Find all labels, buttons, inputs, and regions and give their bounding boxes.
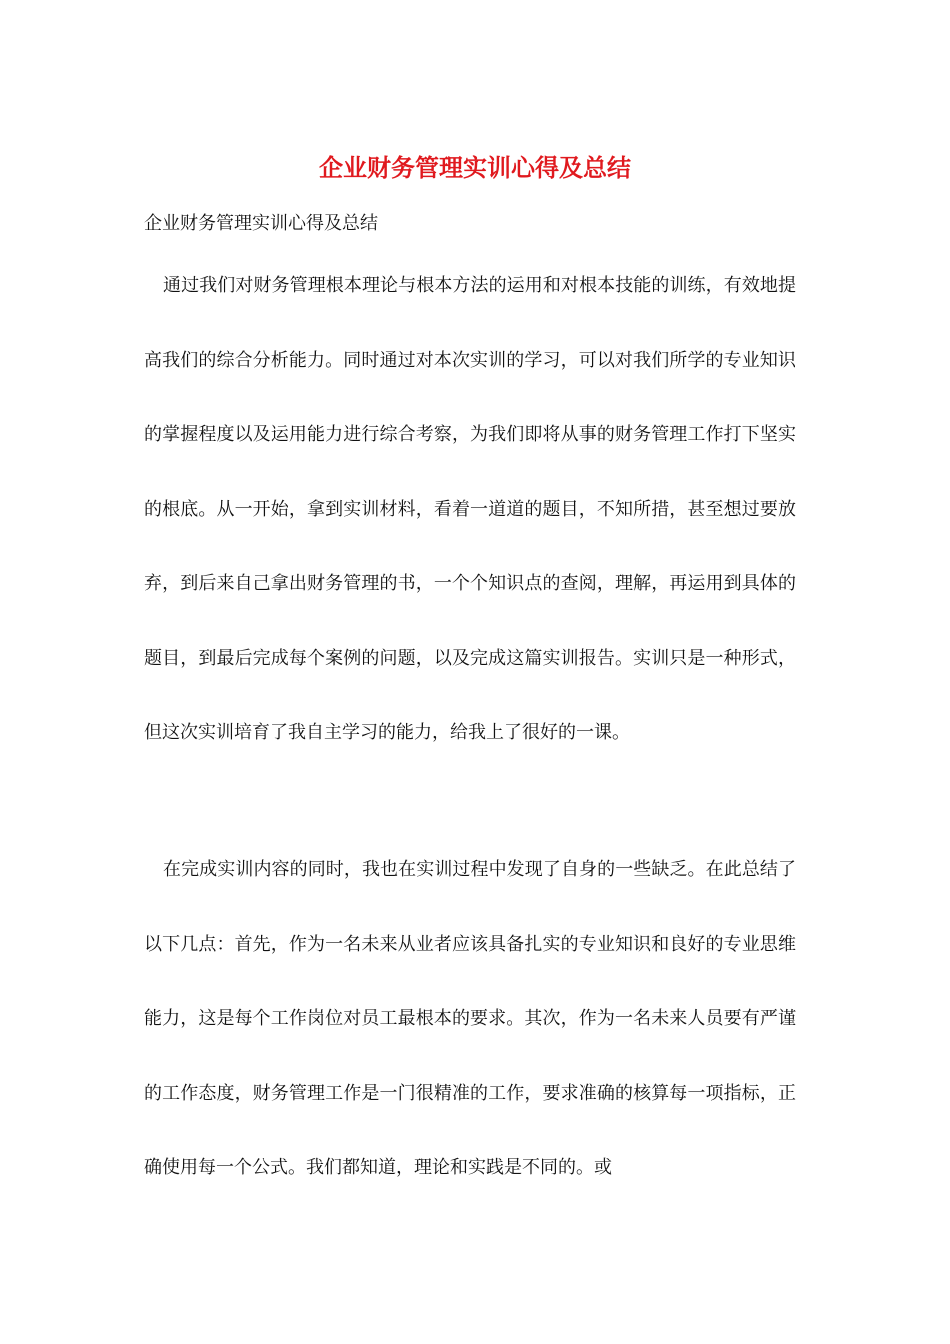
document-title: 企业财务管理实训心得及总结 xyxy=(319,153,631,182)
body-paragraph-2: 在完成实训内容的同时，我也在实训过程中发现了自身的一些缺乏。在此总结了以下几点：首先，作为一名未来从业者应该具备扎实的专业知识和良好的专业思维能力，这是每个工作岗位对员工最根本的要求。其次，作为一名未来人员要有严谨的工作态度，财务管理工作是一门很精准的工作，要求准确的核算每一项指标，正确使用每一个公式。我们都知道，理论和实践是不同的。或 xyxy=(144,859,796,1178)
document-subtitle: 企业财务管理实训心得及总结 xyxy=(144,213,378,234)
body-paragraph-1: 通过我们对财务管理根本理论与根本方法的运用和对根本技能的训练，有效地提高我们的综合分析能力。同时通过对本次实训的学习，可以对我们所学的专业知识的掌握程度以及运用能力进行综合考察，为我们即将从事的财务管理工作打下坚实的根底。从一开始，拿到实训材料，看着一道道的题目，不知所措，甚至想过要放弃，到后来自己拿出财务管理的书，一个个知识点的查阅，理解，再运用到具体的题目，到最后完成每个案例的问题，以及完成这篇实训报告。实训只是一种形式，但这次实训培育了我自主学习的能力，给我上了很好的一课。 xyxy=(144,275,796,743)
